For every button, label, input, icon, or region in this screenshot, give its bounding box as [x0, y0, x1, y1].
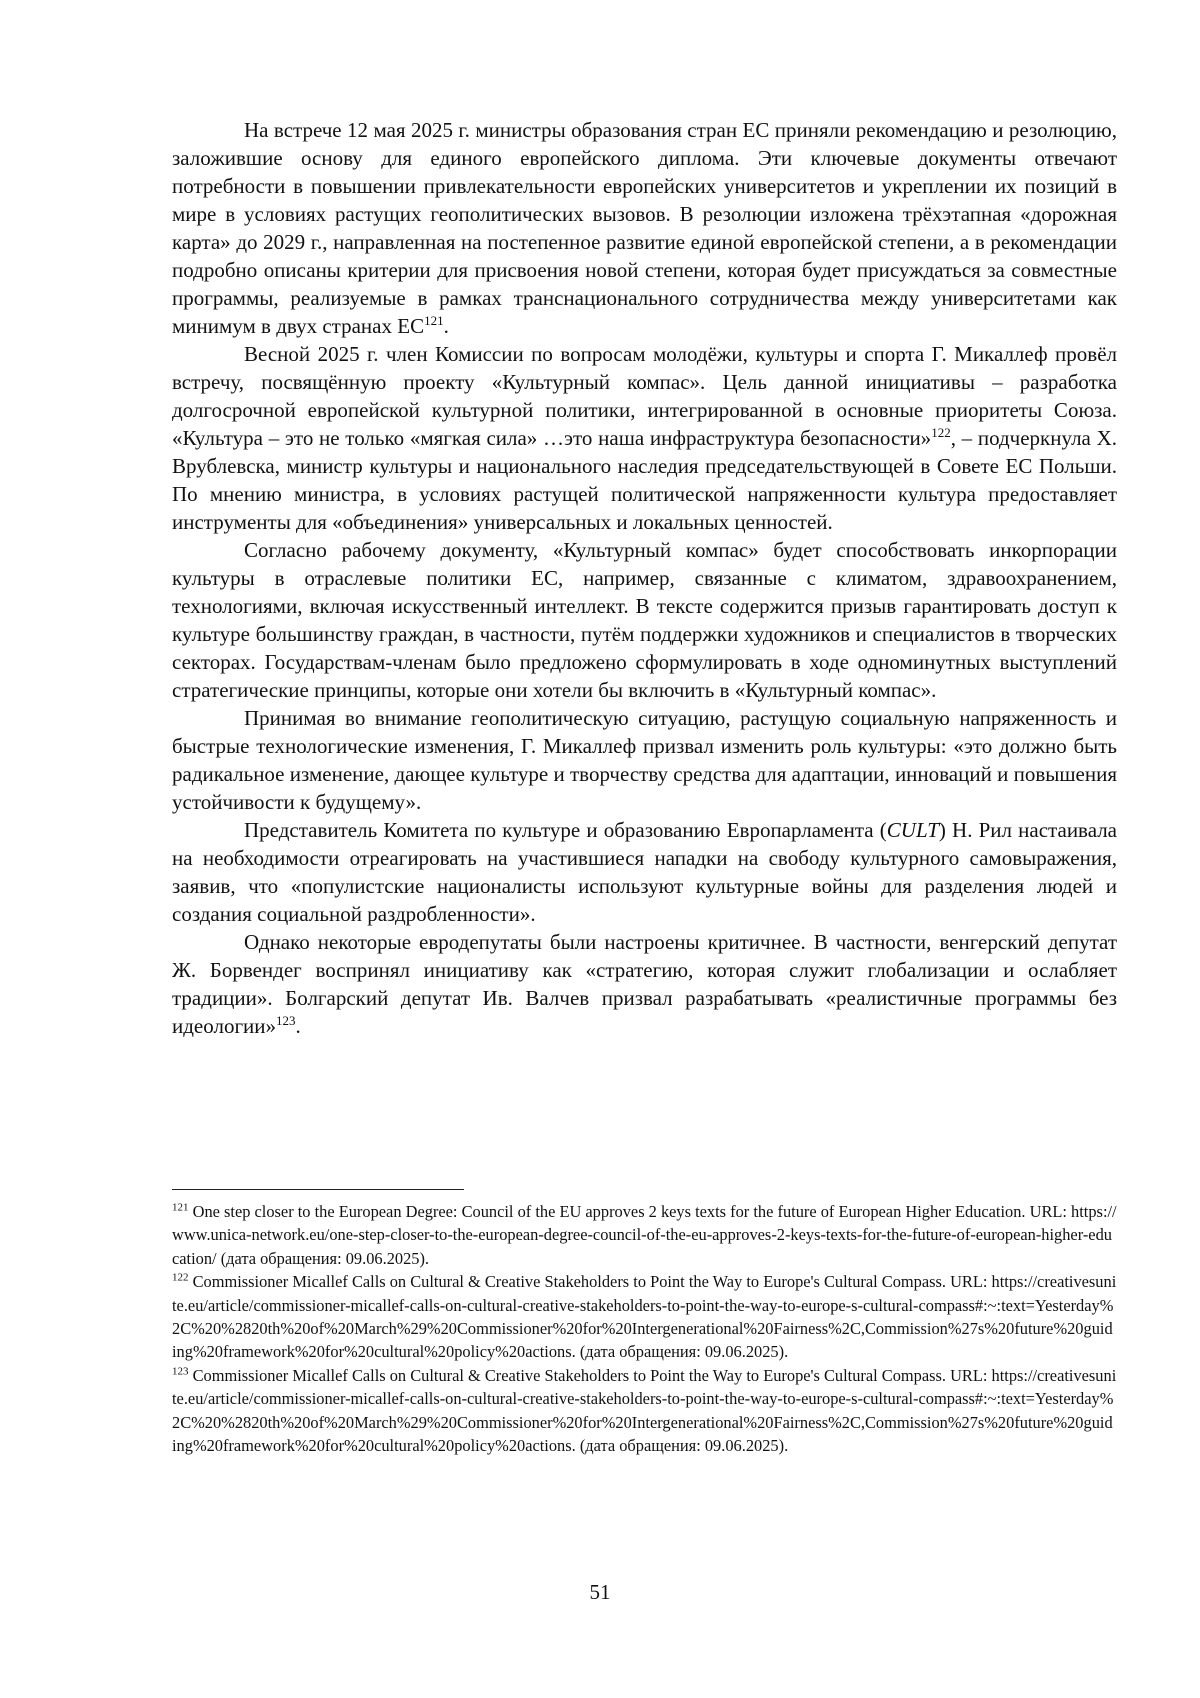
paragraph-text-tail: , – подчеркнула Х. Врублевска, министр культуры и национального наследия председательствующей в Совете ЕС Польши. По мнению министра, в условиях растущей политической напряженности культура предоставляет инструменты для «объединения» универсальных и локальных ценностей.	[172, 426, 1117, 534]
footnote-separator	[172, 1189, 464, 1190]
paragraph-text: Представитель Комитета по культуре и образованию Европарламента (	[244, 818, 887, 842]
footnote-122	[172, 1270, 1117, 1364]
footnote-ref-122[interactable]: 122	[931, 425, 951, 440]
paragraph-5	[172, 816, 1117, 928]
footnote-ref-123[interactable]: 123	[276, 1013, 296, 1028]
paragraph-text: Весной 2025 г. член Комиссии по вопросам молодёжи, культуры и спорта Г. Микаллеф провёл встречу, посвящённую проекту «Культурный компас». Цель данной инициативы – разработка долгосрочной европейской культурной политики, интегрированной в основные приоритеты Союза. «Культура – это не только «мягкая сила» …это наша инфраструктура безопасности»	[172, 342, 1117, 450]
footnotes	[172, 1200, 1117, 1457]
paragraph-4	[172, 704, 1117, 816]
italic-abbreviation: CULT	[886, 818, 939, 842]
paragraph-text-tail: .	[295, 1014, 301, 1038]
paragraph-1	[172, 116, 1117, 340]
footnote-text[interactable]: Commissioner Micallef Calls on Cultural & Creative Stakeholders to Point the Way to Europe's Cultural Compass. URL: https://creativesunite.eu/article/commissioner-micallef-calls-on-cultural-creative-stakeholders-to-point-the-way-to-europe-s-cultural-compass#:~:text=Yesterday%2C%20%2820th%20of%20March%29%20Commissioner%20for%20Intergenerational%20Fairness%2C,Commission%27s%20future%20guiding%20framework%20for%20cultural%20policy%20actions. (дата обращения: 09.06.2025).	[172, 1272, 1117, 1362]
footnote-text[interactable]: Commissioner Micallef Calls on Cultural & Creative Stakeholders to Point the Way to Europe's Cultural Compass. URL: https://creativesunite.eu/article/commissioner-micallef-calls-on-cultural-creative-stakeholders-to-point-the-way-to-europe-s-cultural-compass#:~:text=Yesterday%2C%20%2820th%20of%20March%29%20Commissioner%20for%20Intergenerational%20Fairness%2C,Commission%27s%20future%20guiding%20framework%20for%20cultural%20policy%20actions. (дата обращения: 09.06.2025).	[172, 1365, 1117, 1456]
page-number: 51	[589, 1580, 611, 1604]
body-text	[172, 116, 1117, 1040]
paragraph-3	[172, 536, 1117, 704]
paragraph-text: Однако некоторые евродепутаты были настроены критичнее. В частности, венгерский депутат Ж. Борвендег воспринял инициативу как «стратегию, которая служит глобализации и ослабляет традиции». Болгарский депутат Ив. Валчев призвал разрабатывать «реалистичные программы без идеологии»	[172, 930, 1117, 1038]
footnote-number: 122	[172, 1271, 189, 1284]
paragraph-text-tail: ) Н. Рил настаивала на необходимости отреагировать на участившиеся нападки на свободу культурного самовыражения, заявив, что «популистские националисты используют культурные войны для разделения людей и создания социальной раздробленности».	[172, 818, 1117, 926]
paragraph-text: На встрече 12 мая 2025 г. министры образования стран ЕС приняли рекомендацию и резолюцию, заложившие основу для единого европейского диплома. Эти ключевые документы отвечают потребности в повышении привлекательности европейских университетов и укреплении их позиций в мире в условиях растущих геополитических вызовов. В резолюции изложена трёхэтапная «дорожная карта» до 2029 г., направленная на постепенное развитие единой европейской степени, а в рекомендации подробно описаны критерии для присвоения новой степени, которая будет присуждаться за совместные программы, реализуемые в рамках транснационального сотрудничества между университетами как минимум в двух странах ЕС	[172, 118, 1117, 338]
paragraph-2	[172, 340, 1117, 536]
paragraph-6	[172, 928, 1117, 1040]
paragraph-text-tail: .	[443, 314, 449, 338]
footnote-number: 121	[172, 1201, 189, 1214]
footnote-123	[172, 1364, 1117, 1458]
footnote-number: 123	[172, 1365, 189, 1378]
paragraph-text: Согласно рабочему документу, «Культурный компас» будет способствовать инкорпорации культуры в отраслевые политики ЕС, например, связанные с климатом, здравоохранением, технологиями, включая искусственный интеллект. В тексте содержится призыв гарантировать доступ к культуре большинству граждан, в частности, путём поддержки художников и специалистов в творческих секторах. Государствам-членам было предложено сформулировать в ходе одноминутных выступлений стратегические принципы, которые они хотели бы включить в «Культурный компас».	[172, 538, 1117, 702]
footnote-text[interactable]: One step closer to the European Degree: Council of the EU approves 2 keys texts for the future of European Higher Education. URL: https://www.unica-network.eu/one-step-closer-to-the-european-degree-council-of-the-eu-approves-2-keys-texts-for-the-future-of-european-higher-education/ (дата обращения: 09.06.2025).	[172, 1202, 1117, 1268]
footnote-121	[172, 1200, 1117, 1270]
footnote-ref-121[interactable]: 121	[424, 313, 444, 328]
paragraph-text: Принимая во внимание геополитическую ситуацию, растущую социальную напряженность и быстрые технологические изменения, Г. Микаллеф призвал изменить роль культуры: «это должно быть радикальное изменение, дающее культуре и творчеству средства для адаптации, инноваций и повышения устойчивости к будущему».	[172, 706, 1117, 814]
